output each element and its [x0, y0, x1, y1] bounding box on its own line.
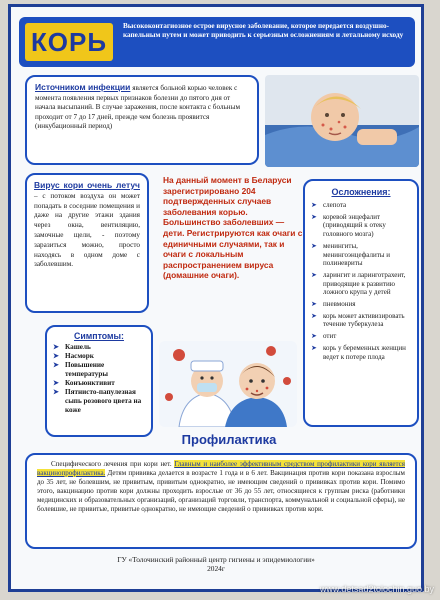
complication-item: ➤ слепота	[311, 201, 411, 210]
prevention-intro: Специфического лечения при кори нет.	[51, 460, 175, 468]
prevention-panel	[25, 453, 417, 549]
complications-list	[311, 201, 411, 361]
prevention-text	[37, 460, 405, 513]
infection-source-text	[35, 83, 249, 132]
prevention-highlight: Главным и наиболее эффективным средством профилактики кори является вакцинопрофилактика.	[37, 460, 405, 477]
footer	[11, 555, 421, 574]
prevention-details: Детям прививка делается в возрасте 1 года и в 6 лет. Вакцинация против кори показана взрослым до 35 лет, не болевшим, не привитым, привитым однократно, не имеющим сведений о прививках против кори. Помимо этого, вакцинацию против кори должны проходить взрослые от 36 до 55 лет, относящиеся к группам риска (работники медицинских и образовательных организаций, организаций торговли, транспорта, коммунальной и социальной сферы), не болевшие, не привитые, привитые однократно, не имеющие сведений о прививках против кори.	[37, 468, 405, 513]
symptom-item: ➤ Кашель	[53, 343, 145, 352]
complication-item: ➤ корь у беременных женщин ведет к потере плода	[311, 344, 411, 361]
statistics-text: На данный момент в Беларуси зарегистрировано 204 подтвержденных случаев заболевания корью. Большинство заболевших — дети. Регистрируются как очаги с единичными случаями, так и очаги с локальным распространением вируса (домашние очаги).	[163, 175, 303, 281]
virus-spread-panel	[25, 173, 149, 313]
virus-spread-body: – с потоком воздуха он может попадать в соседние помещения и даже на другие этажи здания через окна, вентиляцию, замочные щели, - поэтому заразиться можно, просто находясь в одном доме с заболевшим.	[34, 191, 140, 269]
complication-item: ➤ корь может активизировать течение туберкулеза	[311, 312, 411, 329]
doctor-child-illustration	[159, 341, 297, 427]
prevention-heading: Профилактика	[181, 432, 277, 447]
complication-item: ➤ отит	[311, 332, 411, 341]
symptoms-heading: Симптомы:	[74, 331, 124, 341]
infection-source-panel	[25, 75, 259, 165]
complications-heading: Осложнения:	[331, 187, 391, 197]
complication-item: ➤ коревой энцефалит (приводящий к отеку головного мозга)	[311, 213, 411, 239]
complication-item: ➤ ларингит и ларинготрахеит, приводящие к развитию ложного крупа у детей	[311, 271, 411, 297]
footer-org: ГУ «Толочинский районный центр гигиены и эпидемиологии»	[117, 555, 315, 564]
title-badge	[25, 23, 113, 61]
complication-item: ➤ менингиты, менингоэнцефалиты и полиневриты	[311, 242, 411, 268]
infection-source-body: является больной корью человек с момента появления первых признаков болезни до пятого дня от начала высыпаний. В случае заражения, после контакта с больным проходит от 7 до 17 дней, прежде чем болезнь проявится (инкубационный период)	[35, 84, 241, 131]
header-banner	[19, 17, 415, 67]
poster-title: КОРЬ	[30, 26, 108, 57]
symptom-item: ➤ Повышение температуры	[53, 361, 145, 379]
symptom-item: ➤ Пятнисто-папулезная сыпь розового цвета на коже	[53, 388, 145, 415]
virus-spread-text	[34, 181, 140, 270]
symptoms-list	[53, 343, 145, 415]
symptoms-panel	[45, 325, 153, 437]
infection-source-heading: Источником инфекции	[35, 82, 131, 92]
header-description: Высококонтагиозное острое вирусное заболевание, которое передается воздушно-капельным путем и может приводить к серьезным осложнениям и летальному исходу	[123, 22, 404, 40]
symptom-item: ➤ Насморк	[53, 352, 145, 361]
complication-item: ➤ пневмония	[311, 300, 411, 309]
virus-spread-heading: Вирус кори очень летуч	[34, 180, 140, 190]
sick-child-photo	[265, 75, 419, 167]
poster	[8, 4, 424, 592]
site-watermark: www.detsad2tolochin.guo.by	[319, 584, 434, 594]
complications-panel	[303, 179, 419, 427]
footer-year: 2024г	[207, 564, 225, 574]
symptom-item: ➤ Конъюнктивит	[53, 379, 145, 388]
